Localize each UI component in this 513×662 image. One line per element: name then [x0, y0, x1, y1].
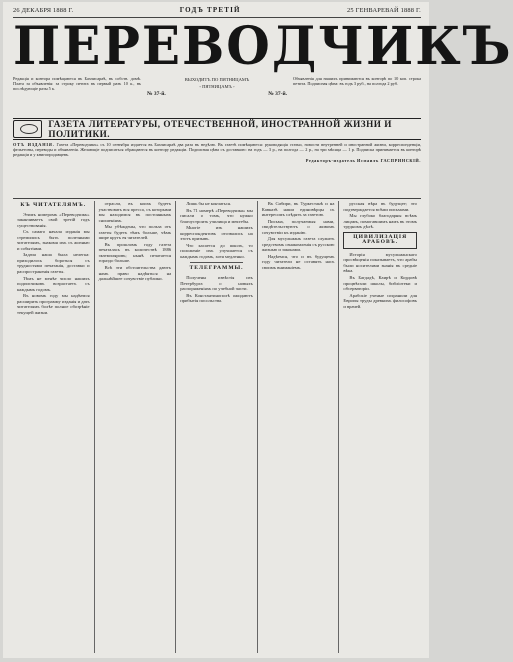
ornament-icon: [13, 120, 42, 138]
date-left: 26 ДЕКАБРЯ 1888 Г.: [13, 7, 74, 14]
paragraph: Въ прошломъ году газета печаталась въ количествѣ 1886 экземпляровъ; нынѣ печатается гораздо больше.: [98, 241, 172, 264]
year-label: ГОДЪ ТРЕТІЙ: [179, 6, 241, 14]
paragraph: Въ Багдадѣ, Каирѣ и Кордовѣ процвѣтали школы, библіотеки и обсерваторіи.: [343, 275, 417, 292]
column-1: [13, 201, 95, 653]
issue-number-left: № 37-й.: [147, 91, 166, 97]
paragraph: Съ самаго начала изданія мы стремились быть полезными читателямъ, знакомя ихъ съ жизнью и событіями.: [17, 229, 90, 251]
subhead-right: Объявленія для нашихъ принимаются въ конторѣ по 10 коп. строка петита. Подписная цѣна: въ годъ 3 руб., на полгода 2 руб.: [293, 76, 421, 87]
paragraph: Что касается до школъ, то положеніе ихъ улучшается съ каждымъ годомъ, хотя медленно.: [180, 242, 253, 259]
paragraph: Письма, получаемыя нами, свидѣтельствуютъ о живомъ сочувствіи къ изданію.: [261, 218, 335, 235]
publish-schedule: ВЫХОДИТЪ ПО ПЯТНИЦАМЪ: [184, 77, 250, 82]
paragraph: Арабскіе ученые сохранили для Европы труды древнихъ философовъ и врачей.: [343, 292, 417, 309]
paragraph: Лишь бы не кончаться.: [186, 201, 232, 206]
column-4: [258, 201, 340, 653]
banner-title: ГАЗЕТА ЛИТЕРАТУРЫ, ОТЕЧЕСТВЕННОЙ, ИНОСТРАННОЙ ЖИЗНИ И ПОЛИТИКИ.: [48, 119, 392, 139]
paragraph: Въ 71 номерѣ «Переводчика» мы писали о томъ, что нужно благоустроить училища и мектебы.: [180, 207, 253, 224]
column-heading: ЦИВИЛИЗАЦІЯ АРАБОВЪ.: [343, 232, 417, 249]
article-columns: [13, 201, 421, 653]
paragraph: Мы глубоко благодарны всѣмъ лицамъ, помогавшимъ намъ въ этомъ трудномъ дѣлѣ.: [343, 213, 417, 230]
paragraph: отрасли, въ коихъ будетъ участвовать вся пресса, съ которыми мы находимся въ постоянныхъ сношеніяхъ.: [98, 201, 172, 223]
column-heading: КЪ ЧИТАТЕЛЯМЪ.: [20, 202, 87, 208]
issue-numbers: [147, 91, 287, 98]
column-2: [95, 201, 177, 653]
paragraph: Въ Константинополѣ ожидаютъ прибытія посольства.: [180, 292, 253, 304]
newspaper-page: [3, 2, 513, 658]
paragraph: Мы убѣждены, что польза отъ газеты будетъ тѣмъ больше, чѣмъ шире кругъ ея читателей.: [98, 224, 172, 241]
announcement: [13, 142, 421, 199]
paragraph: Многіе изъ нашихъ корреспондентовъ отозвались на этотъ призывъ.: [180, 225, 253, 242]
paragraph: Этимъ номеромъ «Переводчикъ» заканчиваетъ свой третій годъ существованія.: [17, 211, 90, 228]
date-right: 25 ГЕНВАРЕВАЙ 1888 Г.: [347, 7, 421, 14]
announcement-text: Газета «Переводчикъ» съ 10 сентября издается въ Бахчисараѣ два раза въ недѣлю. Въ газетѣ помѣщаются: руководящія статьи, новости внутренней и иностранной жизни, корреспонденціи, фельетоны, переводы и объявленія. Желающіе подписаться обращаются въ контору редакціи.: [13, 142, 421, 153]
announcement-text-2: Подписная цѣна съ доставкою: на годъ — 3 р., на полгода — 2 р., на три мѣсяца — 1 р. Подписка принимается въ конторѣ редакціи и у книгопродавцевъ.: [13, 147, 421, 158]
issue-number-right: № 37-й.: [268, 91, 287, 97]
paragraph: русская вѣра въ будущее; это подтверждается всѣми письмами.: [343, 201, 417, 212]
announcement-signature: Редакторъ-издатель Исмаилъ ГАСПРИНСКІЙ.: [305, 157, 421, 163]
column-3: [176, 201, 258, 653]
paragraph: Въ новомъ году мы надѣемся расширить программу изданія и дать читателямъ болѣе полное обозрѣніе текущей жизни.: [17, 293, 90, 315]
paragraph: Получены извѣстія изъ Петербурга о новыхъ распоряженіяхъ по учебной части.: [180, 275, 253, 292]
subhead: [13, 76, 421, 116]
paragraph: Для мусульманъ газета служитъ средствомъ ознакомленія съ русскою жизнью и законами.: [261, 236, 335, 253]
paragraph: Въ Сибири, въ Туркестанѣ и на Кавказѣ наши единовѣрцы съ интересомъ слѣдятъ за газетою.: [261, 201, 335, 218]
paragraph: Всѣ эти обстоятельства даютъ намъ право надѣяться на дальнѣйшее сочувствіе публики.: [98, 265, 172, 282]
subhead-left: Редакція и контора помѣщаются въ Бахчисараѣ, въ собств. домѣ. Плата за объявленія: за строку петита въ первый разъ 10 к., въ послѣдующіе разы 5 к.: [13, 76, 141, 92]
publish-ornament: ◦ ПЯТНИЦАМЪ ◦: [199, 84, 235, 89]
paragraph: Надѣемся, что и въ будущемъ году читатели не оставятъ насъ своимъ вниманіемъ.: [261, 253, 335, 271]
column-5: [339, 201, 421, 653]
masthead-title: ПЕРЕВОДЧИКЪ: [13, 14, 513, 77]
announcement-heading: ОТЪ ИЗДАНІЯ.: [13, 142, 55, 147]
divider: [190, 262, 243, 263]
paragraph: Тѣмъ не менѣе число нашихъ подписчиковъ возрастаетъ съ каждымъ годомъ.: [17, 275, 90, 292]
paragraph: Задача наша была нелегка: приходилось бороться съ трудностями печатанія, доставки и распространенія газеты.: [17, 252, 90, 275]
subhead-middle: [147, 76, 287, 116]
paragraph: Исторія мусульманскаго просвѣщенія показываетъ, что арабы были носителями знанія въ средніе вѣка.: [343, 251, 417, 274]
column-heading: ТЕЛЕГРАММЫ.: [189, 265, 244, 272]
banner: [13, 118, 421, 140]
